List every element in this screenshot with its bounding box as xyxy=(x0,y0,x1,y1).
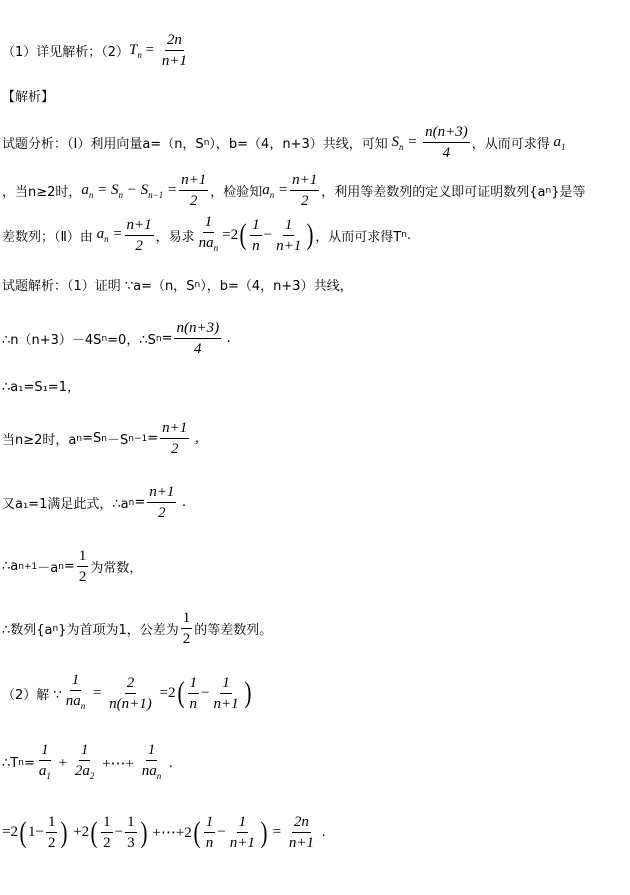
solution-line-8: （2）解 ∵ $\frac{1}{na_n}$ = $\frac{2}{n(n+1)}$ =2 ( $\frac{1}{n}$ − $\frac{1}{n+1}$ ) xyxy=(2,672,252,712)
analysis-line-3: 差数列；（Ⅱ）由 $a_n$ = $\frac{n+1}{2}$ ，易求 $\frac{1}{na_n}$ =2 ( $\frac{1}{n}$ − $\frac{1}{n+1}$ ) ，从而可求得T n . xyxy=(2,214,412,254)
solution-line-5: 又a₁=1满足此式，∴a n = $\frac{n+1}{2}$ . xyxy=(2,484,186,521)
answer-line: （1）详见解析；（2） $T_n$ = $\frac{2n}{n+1}$ xyxy=(2,32,187,69)
analysis-line-1: 试题分析：（Ⅰ）利用向量a=（n，S n ），b=（4，n+3）共线，可知 $S_n$ = $\frac{n(n+3)}{4}$ ，从而可求得 $a_1$ xyxy=(2,124,566,161)
solution-line-7: ∴数列{a n }为首项为1，公差为 $\frac{1}{2}$ 的等差数列。 xyxy=(2,610,273,647)
section-title: 【解析】 xyxy=(2,90,55,105)
solution-line-9: ∴T n = $\frac{1}{a_1}$ + $\frac{1}{2a_2}$ +⋯+ $\frac{1}{na_n}$ . xyxy=(2,742,173,781)
answer-fraction: $\frac{2n}{n+1}$ xyxy=(161,32,187,69)
analysis-line-2: ，当n≥2时， $a_n = S_n - S_{n-1}$ = $\frac{n+1}{2}$ ，检验知 $a_n$ = $\frac{n+1}{2}$ ，利用等差数列的定义即可证明数列{a n }是等 xyxy=(2,172,586,209)
answer-formula-lhs: $T_n$ xyxy=(129,41,142,60)
solution-line-10: =2 ( 1− $\frac{1}{2}$ ) +2 ( $\frac{1}{2}$ − $\frac{1}{3}$ ) +⋯+2 ( $\frac{1}{n}$ − $\frac{1}{n+1}$ ) = $\frac{2n}{n+1}$ . xyxy=(2,814,326,851)
solution-line-3: ∴a₁=S₁=1， xyxy=(2,380,80,395)
solution-line-4: 当n≥2时，a n =S n －S n−1 = $\frac{n+1}{2}$ , xyxy=(2,420,199,457)
solution-line-2: ∴n（n+3）－4S n =0，∴S n = $\frac{n(n+3)}{4}$ . xyxy=(2,320,231,357)
solution-line-6: ∴a n+1 －a n = $\frac{1}{2}$ 为常数， xyxy=(2,548,143,585)
answer-label: （1）详见解析；（2） xyxy=(2,45,130,60)
solution-line-1: 试题解析：（1）证明 ∵a=（n，S n ），b=（4，n+3）共线， xyxy=(2,279,353,294)
